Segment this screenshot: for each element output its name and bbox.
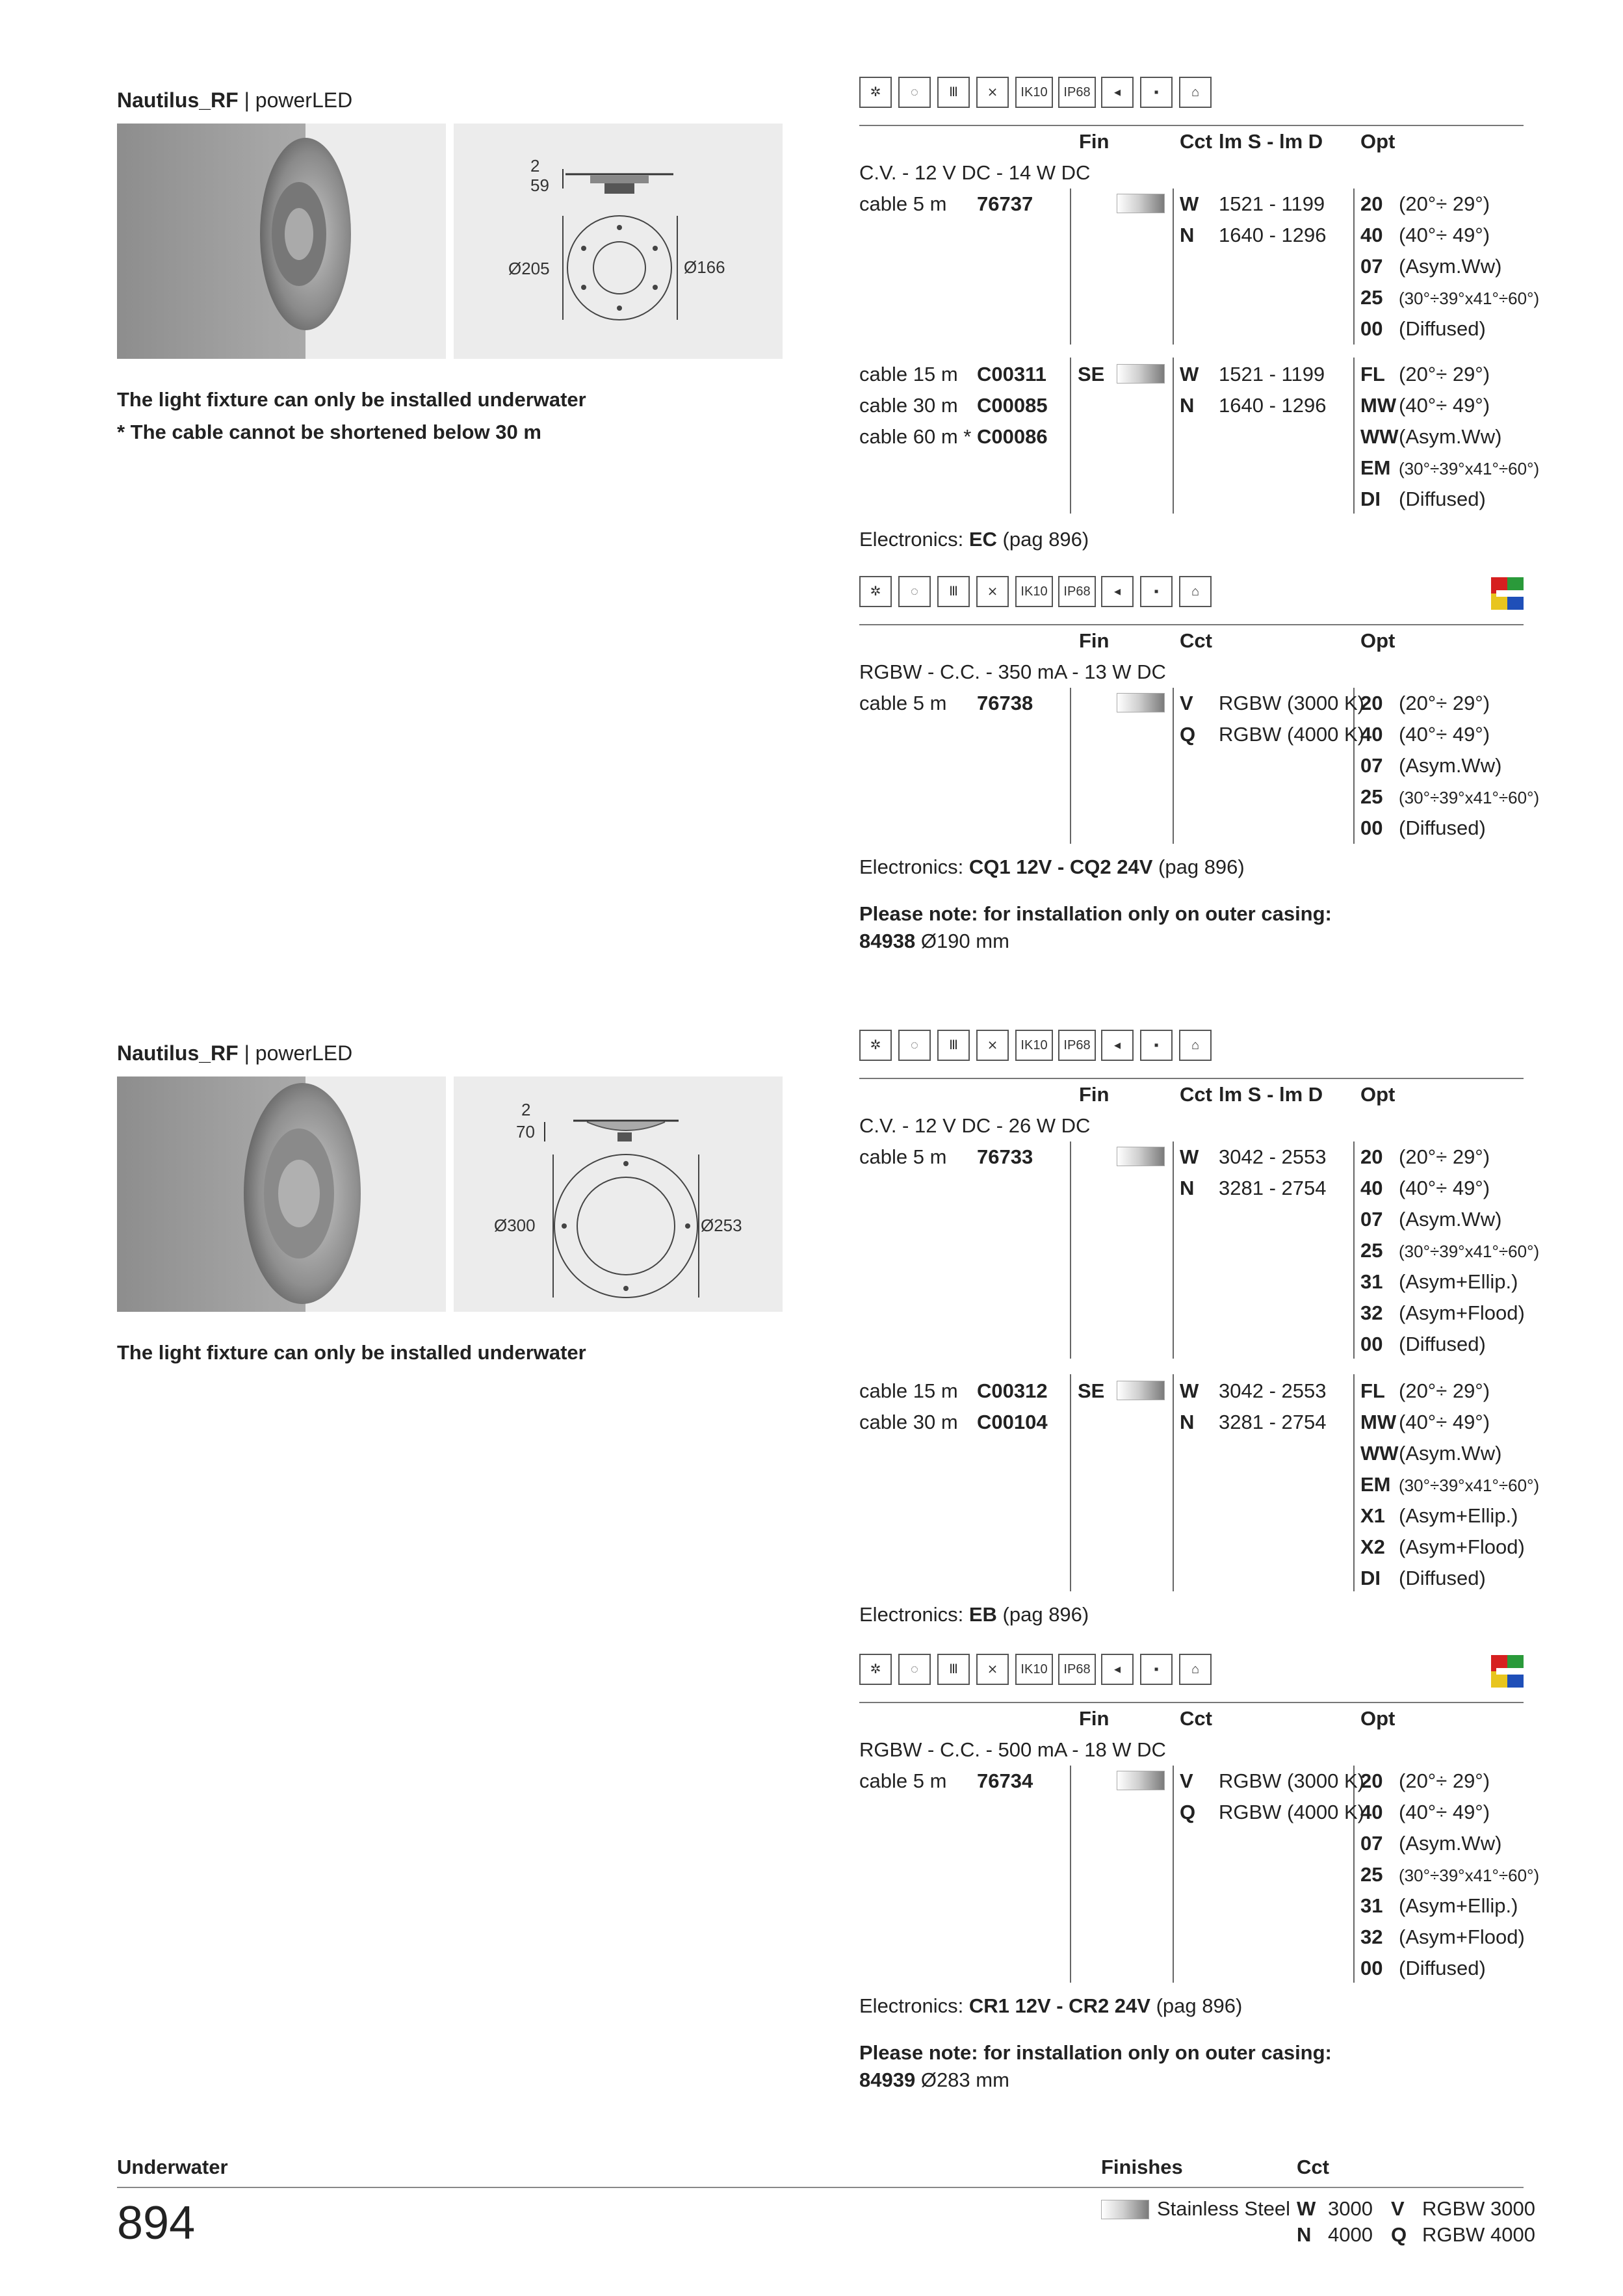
optic-code: X2 (1360, 1535, 1385, 1558)
floor-icon: ▪ (1140, 576, 1173, 607)
optic-code: 31 (1360, 1270, 1383, 1293)
header-fin: Fin (1079, 1083, 1110, 1106)
optic-desc: (Asym+Flood) (1399, 1925, 1525, 1948)
optic-code: 00 (1360, 317, 1383, 340)
optic-desc: (Diffused) (1399, 1957, 1486, 1979)
cct-value: RGBW (3000 K) (1219, 1769, 1364, 1792)
optic-code: X1 (1360, 1504, 1385, 1527)
class-iii-icon: Ⅲ (937, 77, 970, 108)
lumen-value: 1521 - 1199 (1219, 363, 1325, 385)
optic-code: 25 (1360, 286, 1383, 309)
height-bottom-label: 59 (530, 176, 549, 195)
optic-desc: (40°÷ 49°) (1399, 224, 1490, 246)
footer-divider (117, 2187, 1524, 2188)
optic-desc: (Diffused) (1399, 1567, 1486, 1589)
finish-swatch (1117, 1771, 1165, 1790)
optic-code: 07 (1360, 255, 1383, 278)
optic-desc: (20°÷ 29°) (1399, 692, 1490, 714)
lumen-value: 1640 - 1296 (1219, 394, 1327, 417)
rgbw-icon (1491, 577, 1524, 610)
recessed-icon: ◌ (898, 1030, 931, 1061)
ip68-icon: IP68 (1058, 1030, 1096, 1061)
feature-icons (859, 77, 1210, 111)
cable-length: cable 5 m (859, 192, 947, 215)
optic-desc: (Asym.Ww) (1399, 1442, 1502, 1465)
finish-swatch (1101, 2200, 1149, 2219)
class-iii-icon: Ⅲ (937, 576, 970, 607)
optic-code: 07 (1360, 1832, 1383, 1855)
beam-icon: ◂ (1101, 1030, 1134, 1061)
please-note-title: Please note: for installation only on outer casing: (859, 2041, 1332, 2064)
optic-desc: (Asym.Ww) (1399, 255, 1502, 278)
optic-desc: (Asym+Ellip.) (1399, 1504, 1518, 1527)
ik10-icon: IK10 (1015, 1030, 1053, 1061)
finish-swatch (1117, 364, 1165, 384)
optic-code: 32 (1360, 1925, 1383, 1948)
product-code: C00311 (977, 363, 1046, 385)
header-opt: Opt (1360, 1083, 1396, 1106)
cct-code: N (1180, 224, 1195, 246)
optic-desc: (Asym.Ww) (1399, 754, 1502, 777)
height-top-label: 2 (530, 156, 540, 176)
lumen-value: 1640 - 1296 (1219, 224, 1327, 246)
installation-note: The light fixture can only be installed underwater (117, 1341, 586, 1364)
optic-code: 00 (1360, 816, 1383, 839)
beam-icon: ◂ (1101, 77, 1134, 108)
electronics-line: Electronics: EC (pag 896) (859, 528, 1089, 551)
height-bottom-label: 70 (516, 1122, 535, 1141)
cable-length: cable 15 m (859, 363, 958, 385)
drawing-icon (454, 124, 783, 359)
optic-desc: (Diffused) (1399, 317, 1486, 340)
optic-code: 40 (1360, 1801, 1383, 1823)
optic-code: 20 (1360, 1145, 1383, 1168)
no-cover-icon: ⨯ (976, 77, 1009, 108)
star-icon: ✲ (859, 576, 892, 607)
drawing-icon (454, 1076, 783, 1312)
se-label: SE (1078, 363, 1105, 385)
cct-code: W (1180, 1379, 1199, 1402)
header-opt: Opt (1360, 1707, 1396, 1730)
cct-value: RGBW (4000 K) (1219, 1801, 1364, 1823)
cable-length: cable 30 m (859, 1411, 958, 1433)
fixture-photo-icon (117, 124, 446, 359)
optic-desc: (40°÷ 49°) (1399, 1801, 1490, 1823)
please-note-line: 84938 Ø190 mm (859, 930, 1009, 952)
header-fin: Fin (1079, 1707, 1110, 1730)
optic-code: MW (1360, 394, 1397, 417)
product-code: 76737 (977, 192, 1033, 215)
house-icon: ⌂ (1179, 1654, 1212, 1685)
beam-icon: ◂ (1101, 1654, 1134, 1685)
spec-line: RGBW - C.C. - 350 mA - 13 W DC (859, 660, 1166, 683)
product-tech: powerLED (255, 1041, 353, 1065)
optic-desc: (Diffused) (1399, 816, 1486, 839)
house-icon: ⌂ (1179, 1030, 1212, 1061)
cct-value: RGBW 4000 (1422, 2223, 1536, 2246)
finish-swatch (1117, 1147, 1165, 1166)
optic-code: 40 (1360, 723, 1383, 746)
installation-note: The light fixture can only be installed underwater (117, 388, 586, 411)
optic-desc: (40°÷ 49°) (1399, 1411, 1490, 1433)
height-top-label: 2 (521, 1100, 531, 1119)
cct-code: V (1391, 2197, 1405, 2220)
electronics-line: Electronics: CQ1 12V - CQ2 24V (pag 896) (859, 855, 1245, 878)
technical-drawing (454, 1076, 783, 1312)
class-iii-icon: Ⅲ (937, 1030, 970, 1061)
ip68-icon: IP68 (1058, 77, 1096, 108)
product-name: Nautilus_RF (117, 1041, 239, 1065)
cct-code: N (1180, 1177, 1195, 1199)
product-code: 76738 (977, 692, 1033, 714)
optic-code: 25 (1360, 785, 1383, 808)
header-opt: Opt (1360, 629, 1396, 652)
ip68-icon: IP68 (1058, 1654, 1096, 1685)
cct-code: V (1180, 692, 1193, 714)
optic-desc: (30°÷39°x41°÷60°) (1399, 788, 1540, 807)
house-icon: ⌂ (1179, 77, 1212, 108)
product-code: 76733 (977, 1145, 1033, 1168)
optic-code: 32 (1360, 1301, 1383, 1324)
optic-desc: (20°÷ 29°) (1399, 1379, 1490, 1402)
cct-value: 3000 (1328, 2197, 1373, 2220)
cct-code: N (1180, 1411, 1195, 1433)
product-code: C00085 (977, 394, 1048, 417)
cct-code: V (1180, 1769, 1193, 1792)
optic-desc: (20°÷ 29°) (1399, 1145, 1490, 1168)
recessed-icon: ◌ (898, 576, 931, 607)
beam-icon: ◂ (1101, 576, 1134, 607)
optic-code: DI (1360, 488, 1381, 510)
cable-length: cable 5 m (859, 1769, 947, 1792)
cct-code: W (1180, 1145, 1199, 1168)
product-title: Nautilus_RF | powerLED (117, 1041, 353, 1065)
spec-line: C.V. - 12 V DC - 14 W DC (859, 161, 1091, 184)
optic-desc: (Asym.Ww) (1399, 1208, 1502, 1231)
floor-icon: ▪ (1140, 77, 1173, 108)
footer-category: Underwater (117, 2156, 228, 2178)
optic-code: 20 (1360, 692, 1383, 714)
footer-finishes-label: Finishes (1101, 2156, 1183, 2178)
lumen-value: 3281 - 2754 (1219, 1411, 1327, 1433)
header-cct: Cct (1180, 1083, 1212, 1106)
technical-drawing (454, 124, 783, 359)
optic-code: 00 (1360, 1333, 1383, 1355)
optic-code: 40 (1360, 224, 1383, 246)
optic-desc: (40°÷ 49°) (1399, 394, 1490, 417)
header-fin: Fin (1079, 629, 1110, 652)
electronics-line: Electronics: EB (pag 896) (859, 1603, 1089, 1626)
optic-desc: (30°÷39°x41°÷60°) (1399, 289, 1540, 308)
optic-code: 31 (1360, 1894, 1383, 1917)
optic-code: EM (1360, 456, 1391, 479)
ik10-icon: IK10 (1015, 1654, 1053, 1685)
star-icon: ✲ (859, 77, 892, 108)
product-tech: powerLED (255, 88, 353, 112)
optic-desc: (Asym.Ww) (1399, 1832, 1502, 1855)
optic-code: 20 (1360, 192, 1383, 215)
cct-code: W (1180, 363, 1199, 385)
optic-desc: (30°÷39°x41°÷60°) (1399, 1866, 1540, 1885)
optic-desc: (30°÷39°x41°÷60°) (1399, 459, 1540, 478)
optic-code: WW (1360, 425, 1399, 448)
product-name: Nautilus_RF (117, 88, 239, 112)
optic-desc: (Diffused) (1399, 488, 1486, 510)
cable-length: cable 60 m * (859, 425, 972, 448)
se-label: SE (1078, 1379, 1105, 1402)
footer-cct-label: Cct (1297, 2156, 1329, 2178)
star-icon: ✲ (859, 1654, 892, 1685)
optic-desc: (Asym+Ellip.) (1399, 1894, 1518, 1917)
optic-code: 07 (1360, 1208, 1383, 1231)
star-icon: ✲ (859, 1030, 892, 1061)
product-photo (117, 1076, 446, 1312)
finish-swatch (1117, 1381, 1165, 1400)
inner-diameter-label: Ø253 (701, 1216, 742, 1235)
ik10-icon: IK10 (1015, 576, 1053, 607)
lumen-value: 3042 - 2553 (1219, 1145, 1327, 1168)
optic-desc: (Asym+Flood) (1399, 1535, 1525, 1558)
cct-code: Q (1180, 1801, 1196, 1823)
cable-length: cable 5 m (859, 692, 947, 714)
rgbw-icon (1491, 1655, 1524, 1688)
spec-line: RGBW - C.C. - 500 mA - 18 W DC (859, 1738, 1166, 1761)
optic-desc: (40°÷ 49°) (1399, 723, 1490, 746)
cct-code: N (1297, 2223, 1312, 2246)
optic-code: 20 (1360, 1769, 1383, 1792)
cable-length: cable 15 m (859, 1379, 958, 1402)
optic-code: DI (1360, 1567, 1381, 1589)
product-code: 76734 (977, 1769, 1033, 1792)
fixture-photo-icon (117, 1076, 446, 1312)
cct-value: RGBW 3000 (1422, 2197, 1536, 2220)
cct-code: Q (1180, 723, 1196, 746)
optic-desc: (30°÷39°x41°÷60°) (1399, 1242, 1540, 1261)
inner-diameter-label: Ø166 (684, 257, 725, 277)
optic-code: EM (1360, 1473, 1391, 1496)
cct-code: Q (1391, 2223, 1407, 2246)
optic-code: FL (1360, 363, 1385, 385)
optic-code: 00 (1360, 1957, 1383, 1979)
floor-icon: ▪ (1140, 1030, 1173, 1061)
header-cct: Cct (1180, 1707, 1212, 1730)
cct-code: N (1180, 394, 1195, 417)
feature-icons (859, 1654, 1210, 1688)
ip68-icon: IP68 (1058, 576, 1096, 607)
house-icon: ⌂ (1179, 576, 1212, 607)
outer-diameter-label: Ø300 (494, 1216, 536, 1235)
cct-value: RGBW (4000 K) (1219, 723, 1364, 746)
cct-code: W (1297, 2197, 1316, 2220)
table-divider (859, 624, 1524, 625)
optic-desc: (20°÷ 29°) (1399, 192, 1490, 215)
no-cover-icon: ⨯ (976, 1030, 1009, 1061)
product-code: C00104 (977, 1411, 1048, 1433)
optic-code: WW (1360, 1442, 1399, 1465)
optic-desc: (30°÷39°x41°÷60°) (1399, 1476, 1540, 1495)
feature-icons (859, 576, 1210, 610)
outer-diameter-label: Ø205 (508, 259, 550, 278)
optic-code: MW (1360, 1411, 1397, 1433)
product-title: Nautilus_RF | powerLED (117, 88, 353, 112)
ik10-icon: IK10 (1015, 77, 1053, 108)
header-cct: Cct (1180, 130, 1212, 153)
header-fin: Fin (1079, 130, 1110, 153)
finish-name: Stainless Steel (1157, 2197, 1291, 2220)
product-code: C00312 (977, 1379, 1048, 1402)
product-code: C00086 (977, 425, 1048, 448)
spec-line: C.V. - 12 V DC - 26 W DC (859, 1114, 1091, 1137)
optic-desc: (20°÷ 29°) (1399, 363, 1490, 385)
optic-code: 25 (1360, 1239, 1383, 1262)
class-iii-icon: Ⅲ (937, 1654, 970, 1685)
optic-desc: (20°÷ 29°) (1399, 1769, 1490, 1792)
cable-note: * The cable cannot be shortened below 30 m (117, 421, 541, 443)
table-divider (859, 1702, 1524, 1703)
header-lm: lm S - lm D (1219, 1083, 1323, 1106)
cct-value: 4000 (1328, 2223, 1373, 2246)
cct-value: RGBW (3000 K) (1219, 692, 1364, 714)
electronics-line: Electronics: CR1 12V - CR2 24V (pag 896) (859, 1994, 1243, 2017)
product-photo (117, 124, 446, 359)
please-note-line: 84939 Ø283 mm (859, 2068, 1009, 2091)
header-lm: lm S - lm D (1219, 130, 1323, 153)
cable-length: cable 5 m (859, 1145, 947, 1168)
no-cover-icon: ⨯ (976, 1654, 1009, 1685)
floor-icon: ▪ (1140, 1654, 1173, 1685)
optic-desc: (Diffused) (1399, 1333, 1486, 1355)
table-divider (859, 125, 1524, 126)
header-opt: Opt (1360, 130, 1396, 153)
lumen-value: 3042 - 2553 (1219, 1379, 1327, 1402)
please-note-title: Please note: for installation only on outer casing: (859, 902, 1332, 925)
recessed-icon: ◌ (898, 77, 931, 108)
optic-desc: (Asym.Ww) (1399, 425, 1502, 448)
optic-code: 07 (1360, 754, 1383, 777)
page-number: 894 (117, 2197, 196, 2249)
header-cct: Cct (1180, 629, 1212, 652)
lumen-value: 1521 - 1199 (1219, 192, 1325, 215)
finish-swatch (1117, 194, 1165, 213)
optic-code: 40 (1360, 1177, 1383, 1199)
optic-desc: (40°÷ 49°) (1399, 1177, 1490, 1199)
no-cover-icon: ⨯ (976, 576, 1009, 607)
lumen-value: 3281 - 2754 (1219, 1177, 1327, 1199)
optic-code: FL (1360, 1379, 1385, 1402)
table-divider (859, 1078, 1524, 1079)
cct-code: W (1180, 192, 1199, 215)
optic-code: 25 (1360, 1863, 1383, 1886)
recessed-icon: ◌ (898, 1654, 931, 1685)
feature-icons (859, 1030, 1210, 1063)
optic-desc: (Asym+Ellip.) (1399, 1270, 1518, 1293)
optic-desc: (Asym+Flood) (1399, 1301, 1525, 1324)
finish-swatch (1117, 693, 1165, 712)
cable-length: cable 30 m (859, 394, 958, 417)
